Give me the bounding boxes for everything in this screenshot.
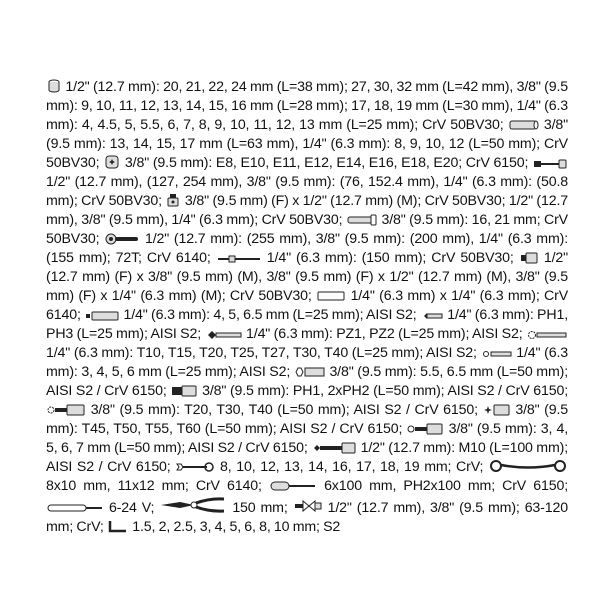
spec-item: 1.5, 2, 2.5, 3, 4, 5, 6, 8, 10 mm; S2 <box>107 519 340 535</box>
sliding-t-bar-icon <box>217 254 261 264</box>
spark-plug-socket-icon <box>347 214 377 226</box>
extension-bar-icon <box>533 159 567 169</box>
socket-icon <box>47 79 61 93</box>
spec-item: 1/2" (12.7 mm), (127, 254 mm), 3/8" (9.5 mm): (76, 152.4 mm), 1/4" (6.3 mm): (50.8 mm); CrV 50BV30; <box>46 155 568 209</box>
voltage-tester-icon <box>47 502 103 514</box>
spec-item: 1/4" (6.3 mm): 4, 5, 6.5 mm (L=25 mm); AISI S2; <box>84 307 416 323</box>
universal-joint-icon <box>294 498 322 514</box>
spec-item: 3/8" (9.5 mm): 3, 4, 5, 6, 7 mm (L=50 mm); AISI S2 / CrV 6150; <box>46 421 568 456</box>
phillips-bit-socket-icon <box>171 385 197 397</box>
spec-item: 1/2" (12.7 mm) (F) x 3/8" (9.5 mm) (M), 3/8" (9.5 mm) (F) x 1/2" (12.7 mm) (M), 3/8" (9.5 mm) (F) x 1/4" (6.3 mm) (M); CrV 50BV30; <box>46 250 568 304</box>
bit-adapter-icon <box>317 290 345 302</box>
spec-item: 3/8" (9.5 mm): T20, T30, T40 (L=50 mm); AISI S2 / CrV 6150; <box>46 402 478 418</box>
adapter-icon <box>166 193 180 207</box>
spec-item: 1/2" (12.7 mm), 3/8" (9.5 mm); 63-120 mm; CrV; <box>46 500 568 535</box>
spec-item: 1/4" (6.3 mm): PH1, PH3 (L=25 mm); AISI S2; <box>46 307 568 342</box>
torx-bit-icon <box>527 330 567 340</box>
star-bit-socket-icon <box>484 404 510 416</box>
double-ring-wrench-icon <box>489 459 567 473</box>
spec-item: 1/4" (6.3 mm) x 1/4" (6.3 mm); CrV 6140; <box>46 288 569 323</box>
spec-item: 1/2" (12.7 mm): M10 (L=100 mm); AISI S2 / CrV 6150; <box>46 440 568 475</box>
spec-item: 3/8" (9.5 mm): 16, 21 mm; CrV 50BV30; <box>46 212 568 247</box>
deep-socket-icon <box>509 119 539 131</box>
spec-item: 8x10 mm, 11x12 mm; CrV 6140; <box>46 459 568 494</box>
hex-key-socket-icon <box>407 423 443 435</box>
spec-item: 1/2" (12.7 mm): 20, 21, 22, 24 mm (L=38 mm); 27, 30, 32 mm (L=42 mm), 3/8" (9.5 mm): 9, 10, 11, 12, 13, 14, 15, 16 mm (L=28 mm); 17, 18, 19 mm (L=30 mm), 1/4" (6.3 mm): 4, 4.5, 5, 5.5, 6, 7, 8, 9, 10, 11, 12, 13 mm (L=25 mm); CrV 50BV30; <box>46 79 568 133</box>
reducer-adapter-icon <box>520 252 538 264</box>
l-hex-key-icon <box>108 519 128 533</box>
spec-item: 150 mm; <box>159 500 287 516</box>
hex-bit-socket-icon <box>295 366 325 378</box>
spec-item: 6-24 V; <box>46 500 154 516</box>
screwdriver-icon <box>270 480 316 492</box>
pozidriv-bit-icon <box>206 330 242 340</box>
torx-socket-icon <box>104 155 120 169</box>
pliers-icon <box>160 496 226 514</box>
hex-bit-icon <box>85 311 119 321</box>
phillips-bit-icon <box>421 311 443 321</box>
spec-item: 8, 10, 12, 13, 14, 16, 17, 18, 19 mm; CrV; <box>175 459 483 475</box>
long-bit-socket-icon <box>312 442 356 454</box>
spec-item: 3/8" (9.5 mm): E8, E10, E11, E12, E14, E16, E18, E20; CrV 6150; <box>103 155 528 171</box>
torx-bit-socket-icon <box>47 404 85 416</box>
spec-item: 3/8" (9.5 mm) (F) x 1/2" (12.7 mm) (M); CrV 50BV30; 1/2" (12.7 mm), 3/8" (9.5 mm), 1/4" (6.3 mm); CrV 50BV30; <box>46 193 569 228</box>
spec-item: 1/4" (6.3 mm): T10, T15, T20, T25, T27, T30, T40 (L=25 mm); AISI S2; <box>46 326 568 361</box>
spec-item: 1/4" (6.3 mm): 3, 4, 5, 6 mm (L=25 mm); AISI S2; <box>46 345 568 380</box>
flat-bit-icon <box>482 349 512 359</box>
spec-item: 3/8" (9.5 mm): 13, 14, 15, 17 mm (L=63 mm), 1/4" (6.3 mm): 8, 9, 10, 12 (L=50 mm); CrV 50BV30; <box>46 117 569 171</box>
spec-item: 1/4" (6.3 mm): (150 mm); CrV 50BV30; <box>216 250 514 266</box>
spec-item: 6x100 mm, PH2x100 mm; CrV 6150; <box>269 478 568 494</box>
spec-item: 3/8" (9.5 mm): PH1, 2xPH2 (L=50 mm); AISI S2 / CrV 6150; <box>170 383 568 399</box>
spec-item: 1/2" (12.7 mm): (255 mm), 3/8" (9.5 mm): (200 mm), 1/4" (6.3 mm): (155 mm); 72T; CrV 6140; <box>46 231 569 266</box>
ratchet-icon <box>105 233 139 245</box>
combination-wrench-icon <box>176 461 214 473</box>
spec-item: 3/8" (9.5 mm): 5.5, 6.5 mm (L=50 mm); AISI S2 / CrV 6150; <box>46 364 568 399</box>
tool-spec-list <box>46 78 568 537</box>
spec-item: 1/4" (6.3 mm): PZ1, PZ2 (L=25 mm); AISI S2; <box>205 326 523 342</box>
spec-item: 3/8" (9.5 mm): T45, T50, T55, T60 (L=50 mm); AISI S2 / CrV 6150; <box>46 402 569 437</box>
